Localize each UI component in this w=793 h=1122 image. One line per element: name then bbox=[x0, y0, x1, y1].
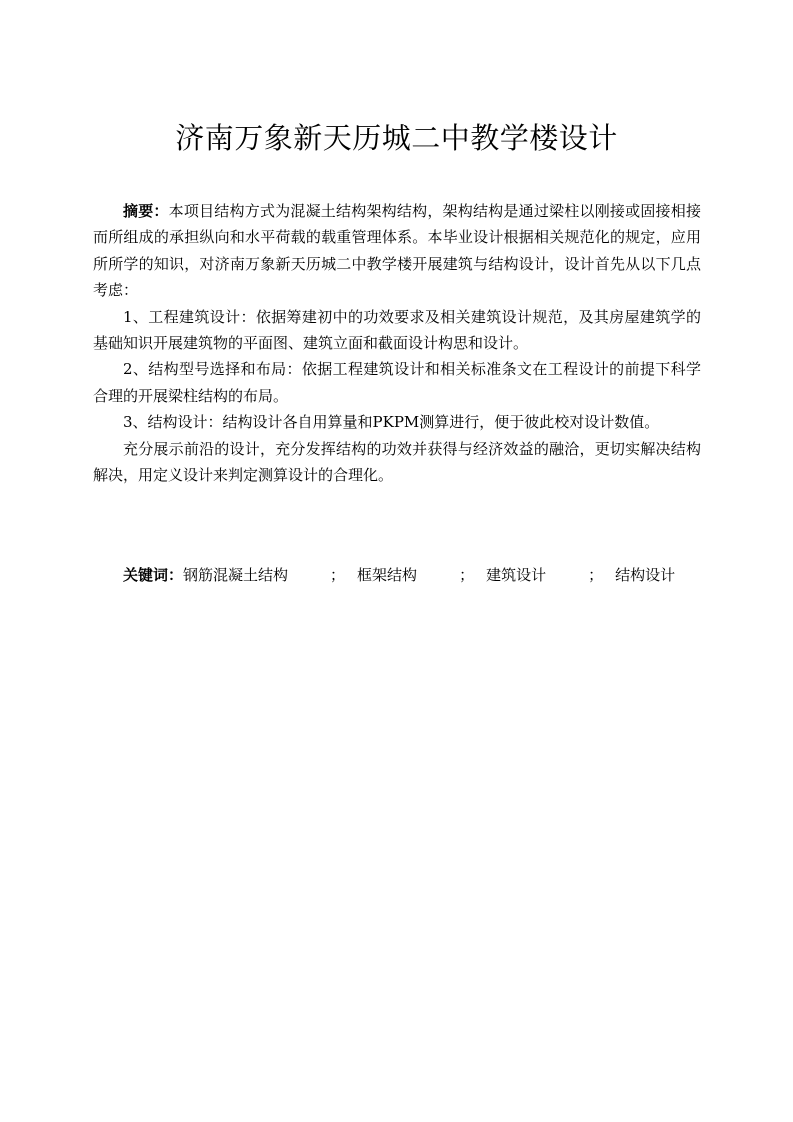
keyword-item: 建筑设计 bbox=[486, 566, 547, 584]
keyword-item: 结构设计 bbox=[615, 566, 676, 584]
keyword-separator: ； bbox=[588, 566, 604, 584]
keyword-item: 钢筋混凝土结构 bbox=[183, 566, 289, 584]
abstract-item-structure-layout: 2、结构型号选择和布局：依据工程建筑设计和相关标准条文在工程设计的前提下科学合理的开展梁柱结构的布局。 bbox=[93, 360, 701, 405]
page-title: 济南万象新天历城二中教学楼设计 bbox=[175, 121, 618, 155]
keywords-line bbox=[93, 562, 701, 588]
abstract-label: 摘要： bbox=[123, 202, 169, 220]
keywords-label: 关键词： bbox=[123, 566, 184, 584]
keyword-item: 框架结构 bbox=[357, 566, 418, 584]
abstract-paragraph bbox=[93, 198, 701, 304]
keyword-separator: ； bbox=[459, 566, 475, 584]
abstract-conclusion: 充分展示前沿的设计，充分发挥结构的功效并获得与经济效益的融洽，更切实解决结构解决，用定义设计来判定测算设计的合理化。 bbox=[93, 439, 701, 485]
abstract-section bbox=[93, 198, 701, 488]
abstract-item-structure-design: 3、结构设计：结构设计各自用算量和PKPM测算进行，便于彼此校对设计数值。 bbox=[123, 413, 660, 432]
keyword-separator: ； bbox=[330, 566, 346, 584]
abstract-text: 本项目结构方式为混凝土结构架构结构，架构结构是通过梁柱以刚接或固接相接而所组成的承担纵向和水平荷载的载重管理体系。本毕业设计根据相关规范化的规定，应用所所学的知识，对济南万象新天历城二中教学楼开展建筑与结构设计，设计首先从以下几点考虑： bbox=[93, 202, 701, 300]
abstract-item-architecture: 1、工程建筑设计：依据筹建初中的功效要求及相关建筑设计规范，及其房屋建筑学的基础知识开展建筑物的平面图、建筑立面和截面设计构思和设计。 bbox=[93, 307, 701, 353]
